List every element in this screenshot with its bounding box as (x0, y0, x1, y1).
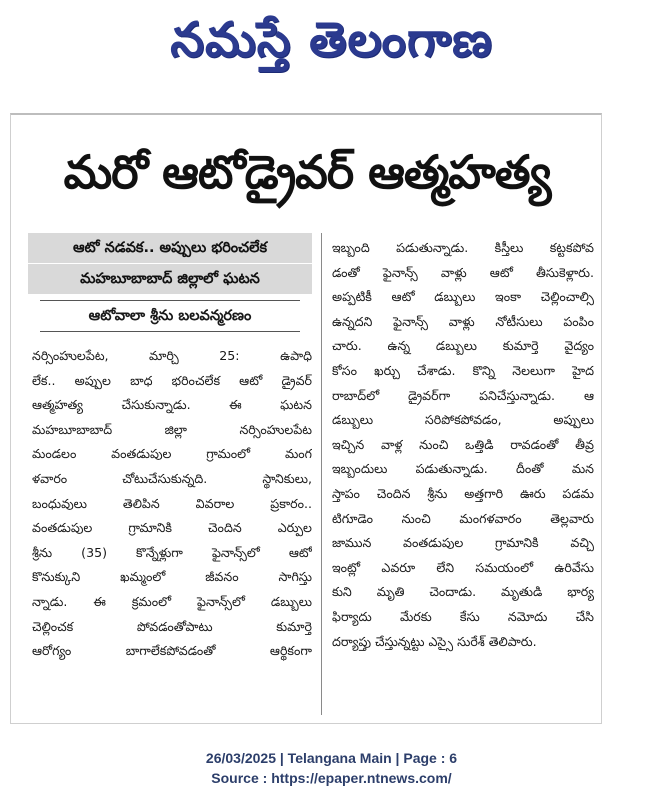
text-line: ఇబ్బంది పడుతున్నాడు. కిస్తీలు కట్టకపోవ (332, 240, 594, 255)
text-line: నర్సింహులపేట, మార్చి 25: ఉపాధి (32, 348, 312, 363)
article-headline: మరో ఆటోడ్రైవర్ ఆత్మహత్య (63, 145, 551, 199)
masthead-title: నమస్తే తెలంగాణ (170, 12, 493, 68)
subhead-3: ఆటోవాలా శ్రీను బలవన్మరణం (40, 300, 300, 332)
text-line: దర్యాప్తు చేస్తున్నట్టు ఎస్సై సురేశ్ తెలిపారు. (332, 633, 537, 649)
text-line: డంతో ఫైనాన్స్ వాళ్లు ఆటో తీసుకెళ్లారు. (332, 264, 594, 280)
text-line: ఫిర్యాదు మేరకు కేసు నమోదు చేసి (332, 608, 594, 624)
text-line: కుని మృతి చెందాడు. మృతుడి భార్య (332, 584, 594, 600)
text-line: మహబూబాబాద్ జిల్లా నర్సింహులపేట (32, 421, 312, 437)
masthead (0, 4, 663, 76)
column-divider (321, 233, 322, 715)
text-line: శ్రీను (35) కొన్నేళ్లుగా ఫైనాన్స్‌లో ఆటో (32, 544, 312, 560)
text-line: ఆత్మహత్య చేసుకున్నాడు. ఈ ఘటన (32, 397, 312, 413)
text-line: మండలం వంతడుపుల గ్రామంలో మంగ (32, 446, 312, 462)
text-line: బంధువులు తెలిపిన వివరాల ప్రకారం.. (32, 495, 312, 511)
text-line: టిగూడెం నుంచి మంగళవారం తెల్లవారు (332, 510, 594, 526)
text-line: రాబాద్‌లో డ్రైవర్‌గా పనిచేస్తున్నాడు. ఆ (332, 387, 594, 403)
text-line: ళవారం చోటుచేసుకున్నది. స్థానికులు, (32, 470, 312, 486)
text-line: స్తాపం చెందిన శ్రీను అత్తగారి ఊరు పడమ (332, 485, 594, 501)
footer-source: Source : https://epaper.ntnews.com/ (211, 770, 452, 786)
text-line: ఉన్నదని ఫైనాన్స్ వాళ్లు నోటీసులు పంపిం (332, 313, 594, 329)
text-line: కోసం ఖర్చు చేశాడు. కొన్ని నెలలుగా హైద (332, 362, 594, 378)
text-line: ఇబ్బందులు పడుతున్నాడు. దీంతో మన (332, 461, 594, 477)
subhead-1: ఆటో నడవక.. అప్పులు భరించలేక (28, 233, 312, 263)
subhead-2: మహబూబాబాద్ జిల్లాలో ఘటన (28, 264, 312, 294)
article-right-column (332, 236, 594, 654)
text-line: చారు. ఉన్న డబ్బులు కుమార్తె వైద్యం (332, 338, 594, 354)
article-left-column (32, 344, 312, 664)
text-line: అప్పటికీ ఆటో డబ్బులు ఇంకా చెల్లించాల్సి (332, 289, 594, 305)
text-line: కొనుక్కుని ఖమ్మంలో జీవనం సాగిస్తు (32, 569, 312, 585)
text-line: న్నాడు. ఈ క్రమంలో ఫైనాన్స్‌లో డబ్బులు (32, 593, 312, 609)
text-line: ఆరోగ్యం బాగాలేకపోవడంతో ఆర్థికంగా (32, 643, 312, 659)
footer-edition-info: 26/03/2025 | Telangana Main | Page : 6 (205, 750, 458, 766)
text-line: చెల్లించక పోవడంతోపాటు కుమార్తె (32, 618, 312, 634)
text-line: ఇంట్లో ఎవరూ లేని సమయంలో ఉరివేసు (332, 559, 594, 575)
text-line: వంతడుపుల గ్రామానికి చెందిన ఎర్పుల (32, 520, 312, 536)
text-line: లేక.. అప్పుల బాధ భరించలేక ఆటో డ్రైవర్ (32, 372, 312, 388)
text-line: డబ్బులు సరిపోకపోవడం, అప్పులు (332, 412, 594, 428)
text-line: ఇచ్చిన వాళ్ల నుంచి ఒత్తిడి రావడంతో తీవ్ర (332, 436, 594, 452)
text-line: జామున వంతడుపుల గ్రామానికి వచ్చి (332, 535, 594, 551)
